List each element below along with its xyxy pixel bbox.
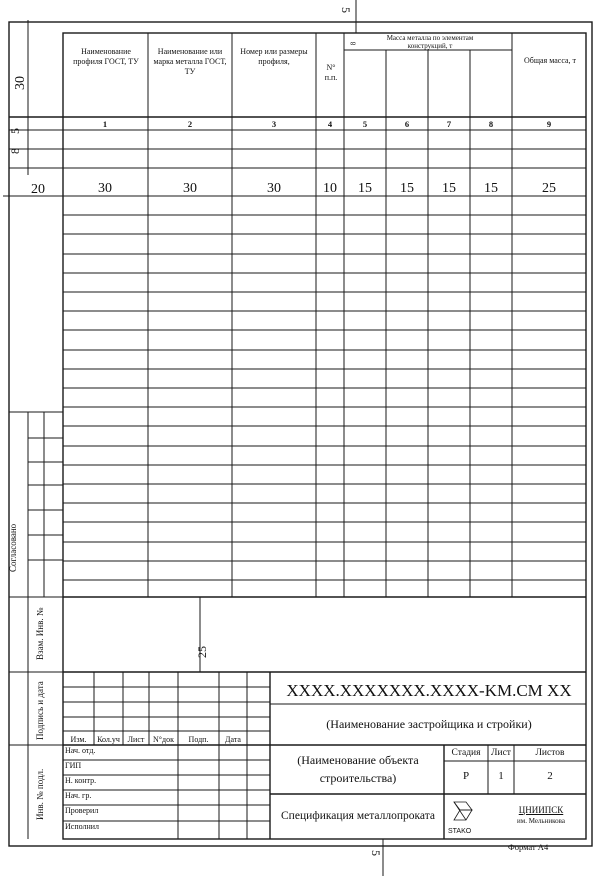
column-number: 7 [446, 119, 452, 129]
bottom-margin-mark: 5 [369, 850, 383, 856]
column-number: 6 [404, 119, 410, 129]
column-number: 8 [488, 119, 494, 129]
column-width-dim: 15 [442, 181, 456, 196]
column-width-dim: 15 [358, 181, 372, 196]
header-col2: Наименование или марка металла ГОСТ, ТУ [153, 47, 227, 76]
role-label: Нач. гр. [65, 791, 92, 800]
column-width-dim: 10 [323, 181, 337, 196]
dim-row-8: 8 [8, 148, 22, 154]
client-name: (Наименование застройщика и стройки) [326, 717, 532, 731]
sheet-label: Лист [491, 748, 511, 758]
revision-header: Лист [127, 735, 145, 744]
revision-header: Подп. [188, 735, 209, 744]
org-subtitle: им. Мельникова [517, 817, 565, 825]
column-number: 9 [546, 119, 552, 129]
object-name-line1: (Наименование объекта [297, 753, 419, 767]
column-width-dim: 30 [183, 181, 197, 196]
column-number: 4 [327, 119, 333, 129]
dim-row-5: 5 [8, 128, 22, 134]
revision-header: N°док [153, 735, 174, 744]
stage-value: Р [462, 770, 470, 782]
header-col1: Наименование профиля ГОСТ, ТУ [73, 47, 139, 66]
stamp-agreed: Согласовано [8, 523, 18, 572]
dim-left-width: 20 [31, 182, 45, 197]
sheets-label: Листов [535, 748, 565, 758]
role-label: Исполнил [65, 822, 100, 831]
sheets-value: 2 [547, 770, 553, 782]
revision-header: Кол.уч [97, 735, 120, 744]
header-col3: Номер или размеры профиля, [240, 47, 308, 66]
stamp-sign-date: Подпись и дата [35, 681, 45, 740]
header-mass-dim: 8 [349, 41, 358, 46]
role-label: Н. контр. [65, 776, 97, 785]
column-width-dim: 30 [98, 181, 112, 196]
header-col4: N° п.п. [324, 63, 338, 82]
revision-header: Дата [225, 735, 241, 744]
format-label: Формат А4 [508, 842, 549, 852]
document-title: Спецификация металлопроката [281, 810, 435, 822]
stamp-inv-orig: Инв. № подл. [35, 768, 45, 820]
sheet-value: 1 [498, 770, 504, 782]
column-number: 5 [362, 119, 368, 129]
stamp-inv-replace: Взам. Инв. № [35, 607, 45, 660]
column-width-dim: 30 [267, 181, 281, 196]
column-width-dim: 15 [484, 181, 498, 196]
logo-text: STAKO [448, 828, 472, 835]
revision-header: Изм. [70, 735, 87, 744]
header-mass-group: Масса металла по элементам конструкций, т [386, 34, 474, 50]
object-name-line2: строительства) [319, 771, 397, 785]
header-col9: Общая масса, т [523, 56, 577, 65]
stage-label: Стадия [451, 748, 481, 758]
dim-header-height: 30 [13, 76, 28, 90]
document-code: XXXX.XXXXXXX.XXXX-KM.CM XX [286, 681, 572, 700]
column-width-dim: 25 [542, 181, 556, 196]
org-name: ЦНИИПСК [518, 805, 564, 815]
column-width-dim: 15 [400, 181, 414, 196]
dim-25: 25 [195, 646, 209, 658]
role-label: ГИП [65, 761, 82, 770]
column-number: 2 [187, 119, 193, 129]
role-label: Нач. отд. [65, 746, 96, 755]
top-margin-mark: 5 [339, 7, 353, 13]
column-number: 1 [102, 119, 108, 129]
role-label: Проверил [65, 806, 99, 815]
column-number: 3 [271, 119, 277, 129]
